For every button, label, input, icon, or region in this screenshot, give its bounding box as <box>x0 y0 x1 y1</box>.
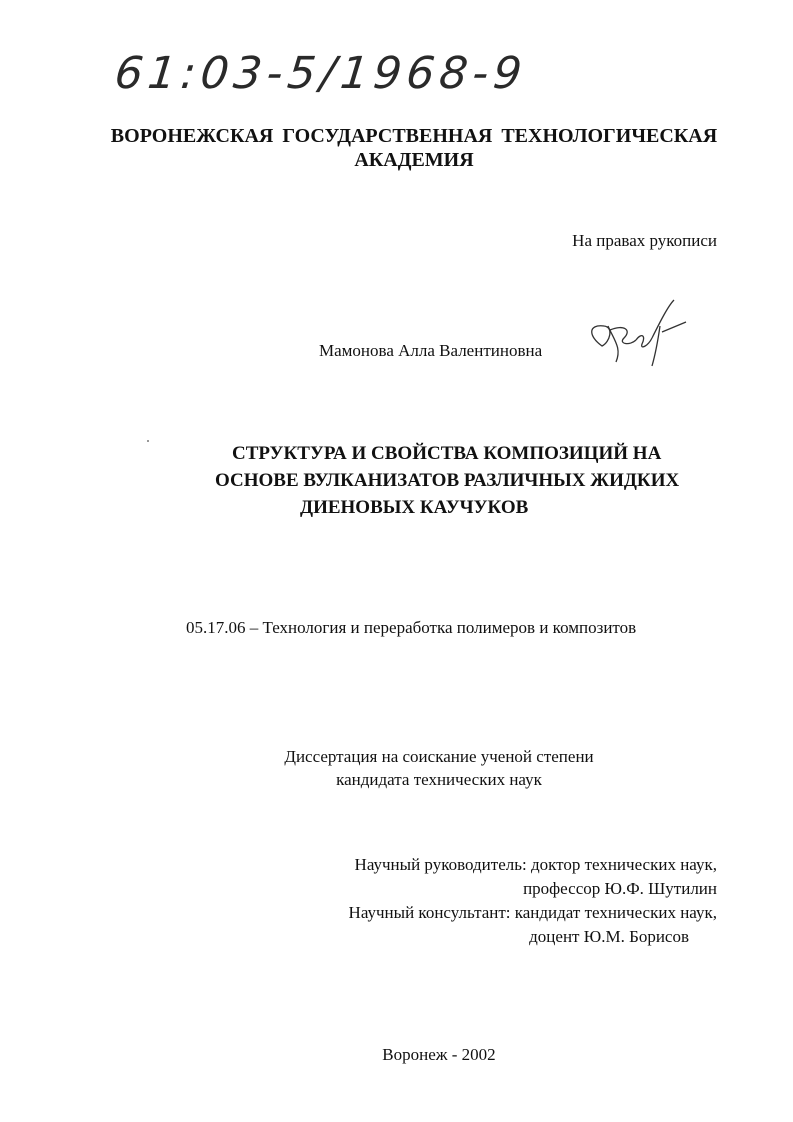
degree-statement <box>0 745 793 791</box>
manuscript-rights-note: На правах рукописи <box>572 231 717 250</box>
institution-line-1: ВОРОНЕЖСКАЯ ГОСУДАРСТВЕННАЯ ТЕХНОЛОГИЧЕСКАЯ <box>110 125 718 147</box>
specialty-code: 05.17.06 – Технология и переработка полимеров и композитов <box>186 618 637 637</box>
signature-image <box>580 296 690 376</box>
dissertation-title <box>0 440 793 521</box>
institution-line-2: АКАДЕМИЯ <box>354 149 474 171</box>
city-year: Воронеж - 2002 <box>382 1045 496 1064</box>
title-line-2: ОСНОВЕ ВУЛКАНИЗАТОВ РАЗЛИЧНЫХ ЖИДКИХ <box>215 470 680 491</box>
consultant-line-2: доцент Ю.М. Борисов <box>529 927 689 946</box>
catalog-number: 61:03-5/1968-9 <box>112 48 530 99</box>
advisor-line-2: профессор Ю.Ф. Шутилин <box>523 879 717 898</box>
advisors-block <box>349 853 717 949</box>
institution-name <box>0 124 793 172</box>
author-name: Мамонова Алла Валентиновна <box>319 341 543 360</box>
degree-line-1: Диссертация на соискание ученой степени <box>284 747 594 766</box>
advisor-line-1: Научный руководитель: доктор технических наук, <box>354 855 717 874</box>
consultant-line-1: Научный консультант: кандидат технических наук, <box>348 903 717 922</box>
title-line-1: СТРУКТУРА И СВОЙСТВА КОМПОЗИЦИЙ НА <box>232 443 662 464</box>
degree-line-2: кандидата технических наук <box>336 770 542 789</box>
title-line-3: ДИЕНОВЫХ КАУЧУКОВ <box>300 497 529 518</box>
